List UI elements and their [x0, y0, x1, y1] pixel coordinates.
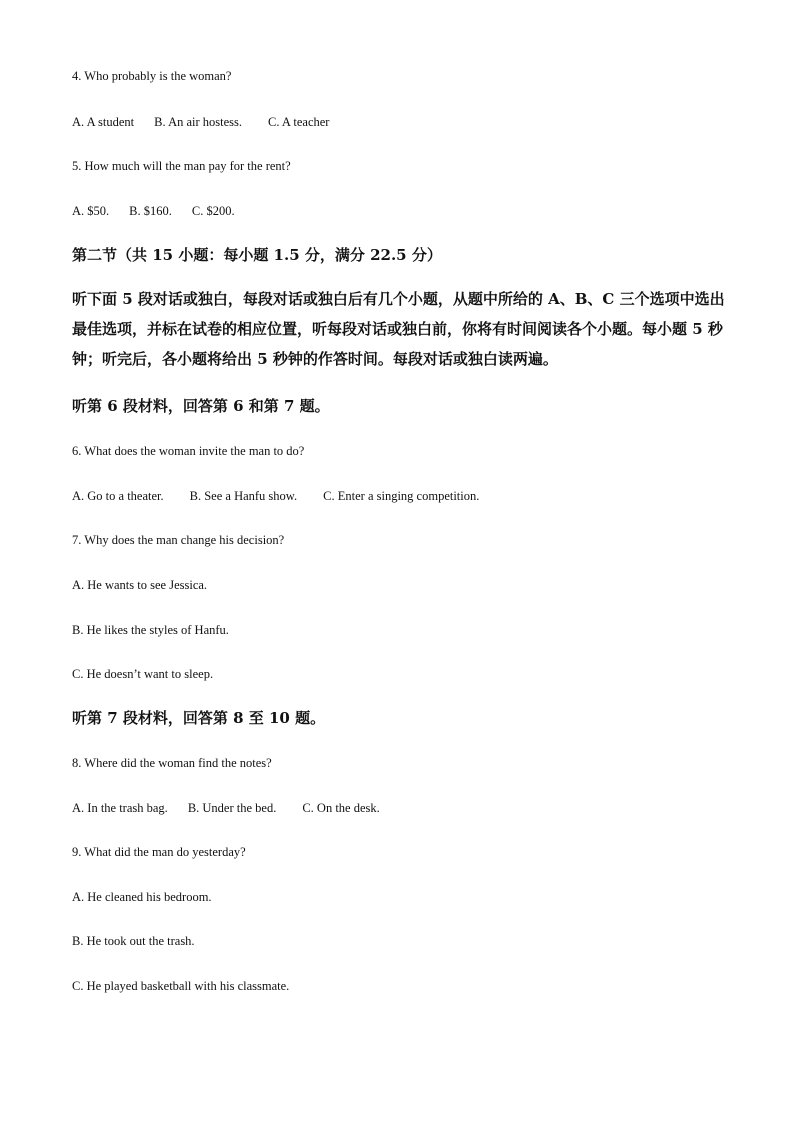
question-6-options — [72, 488, 479, 504]
q7-option-c: C. He doesn’t want to sleep. — [72, 667, 214, 681]
q7-option-b: B. He likes the styles of Hanfu. — [72, 623, 229, 637]
q5-option-a: A. $50. — [72, 204, 110, 218]
q5-option-b: B. $160. — [129, 204, 172, 218]
question-4-options — [72, 114, 329, 130]
q5-option-c: C. $200. — [191, 204, 235, 218]
q6-option-b: B. See a Hanfu show. — [189, 489, 298, 503]
q9-option-c: C. He played basketball with his classmate. — [72, 979, 290, 993]
question-5: 5. How much will the man pay for the rent? — [72, 159, 291, 173]
q9-option-a: A. He cleaned his bedroom. — [72, 890, 212, 904]
q8-option-b: B. Under the bed. — [187, 801, 277, 815]
section-2-title: 第二节（共 15 小题：每小题 1.5 分，满分 22.5 分） — [72, 246, 442, 264]
q8-option-c: C. On the desk. — [302, 801, 380, 815]
q9-option-b: B. He took out the trash. — [72, 934, 195, 948]
question-7: 7. Why does the man change his decision? — [72, 533, 285, 547]
material-6-heading: 听第 6 段材料，回答第 6 和第 7 题。 — [72, 397, 330, 415]
question-9: 9. What did the man do yesterday? — [72, 845, 246, 859]
q4-option-a: A. A student — [72, 115, 135, 129]
material-7-heading: 听第 7 段材料，回答第 8 至 10 题。 — [72, 709, 326, 727]
question-8-options — [72, 800, 380, 816]
question-8: 8. Where did the woman find the notes? — [72, 756, 272, 770]
q4-option-c: C. A teacher — [268, 115, 330, 129]
q6-option-a: A. Go to a theater. — [72, 489, 164, 503]
q8-option-a: A. In the trash bag. — [72, 801, 168, 815]
q6-option-c: C. Enter a singing competition. — [323, 489, 480, 503]
q7-option-a: A. He wants to see Jessica. — [72, 578, 208, 592]
question-4: 4. Who probably is the woman? — [72, 69, 232, 83]
question-6: 6. What does the woman invite the man to do? — [72, 444, 305, 458]
question-5-options — [72, 203, 235, 219]
section-2-instructions: 听下面 5 段对话或独白，每段对话或独白后有几个小题，从题中所给的 A、B、C 三个选项中选出最佳选项，并标在试卷的相应位置，听每段对话或独白前，你将有时间阅读各个小题。每小题 5 秒钟；听完后，各小题将给出 5 秒钟的作答时间。每段对话或独白读两遍。 — [72, 290, 725, 368]
q4-option-b: B. An air hostess. — [154, 115, 243, 129]
